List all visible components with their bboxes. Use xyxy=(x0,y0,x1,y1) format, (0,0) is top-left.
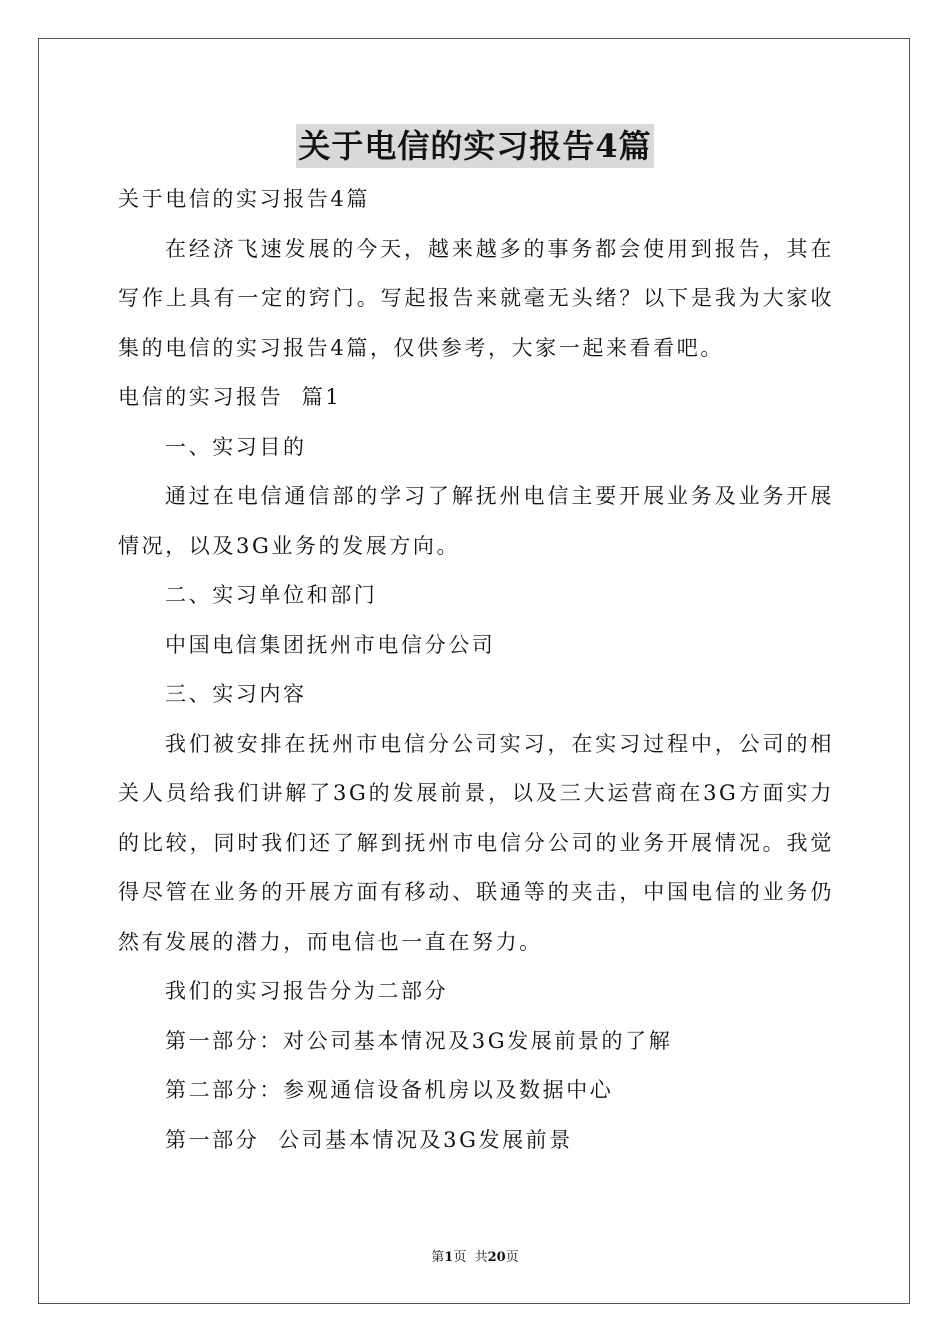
subsection-heading: 三、实习内容 xyxy=(165,682,307,706)
document-title: 关于电信的实习报告4篇 xyxy=(296,124,653,168)
subsection-heading: 二、实习单位和部门 xyxy=(165,583,378,607)
paragraph-line: 通过在电信通信部的学习了解抚州电信主要开展业务及业务开展 xyxy=(165,484,834,508)
footer-prefix: 第 xyxy=(431,1250,445,1265)
paragraph-line: 我们被安排在抚州市电信分公司实习，在实习过程中，公司的相 xyxy=(165,731,834,756)
paragraph-line: 第一部分 公司基本情况及3G发展前景 xyxy=(165,1127,573,1152)
paragraph-line: 情况，以及3G业务的发展方向。 xyxy=(118,533,461,558)
paragraph-line: 得尽管在业务的开展方面有移动、联通等的夹击，中国电信的业务仍 xyxy=(118,880,834,904)
paragraph-line: 第一部分：对公司基本情况及3G发展前景的了解 xyxy=(165,1028,673,1053)
footer-total-pages: 20 xyxy=(487,1250,506,1265)
title-wrap xyxy=(0,124,950,168)
paragraph-line: 中国电信集团抚州市电信分公司 xyxy=(165,632,496,657)
paragraph-line: 然有发展的潜力，而电信也一直在努力。 xyxy=(118,929,543,954)
paragraph-line: 第二部分：参观通信设备机房以及数据中心 xyxy=(165,1078,614,1102)
paragraph-line: 我们的实习报告分为二部分 xyxy=(165,979,449,1003)
paragraph-line: 写作上具有一定的窍门。写起报告来就毫无头绪？以下是我为大家收 xyxy=(118,286,834,310)
footer-mid: 页 共 xyxy=(453,1250,488,1265)
paragraph-line: 的比较，同时我们还了解到抚州市电信分公司的业务开展情况。我觉 xyxy=(118,830,834,855)
page-footer xyxy=(0,1246,950,1265)
subtitle-line: 关于电信的实习报告4篇 xyxy=(118,187,370,211)
section-heading: 电信的实习报告 篇1 xyxy=(118,385,342,409)
paragraph-line: 集的电信的实习报告4篇，仅供参考，大家一起来看看吧。 xyxy=(118,335,724,360)
paragraph-line: 在经济飞速发展的今天，越来越多的事务都会使用到报告，其在 xyxy=(165,236,834,261)
footer-page-number: 1 xyxy=(444,1250,454,1265)
document-body xyxy=(118,175,834,1165)
footer-suffix: 页 xyxy=(505,1250,519,1265)
subsection-heading: 一、实习目的 xyxy=(165,434,307,459)
paragraph-line: 关人员给我们讲解了3G的发展前景，以及三大运营商在3G方面实力 xyxy=(118,781,834,805)
